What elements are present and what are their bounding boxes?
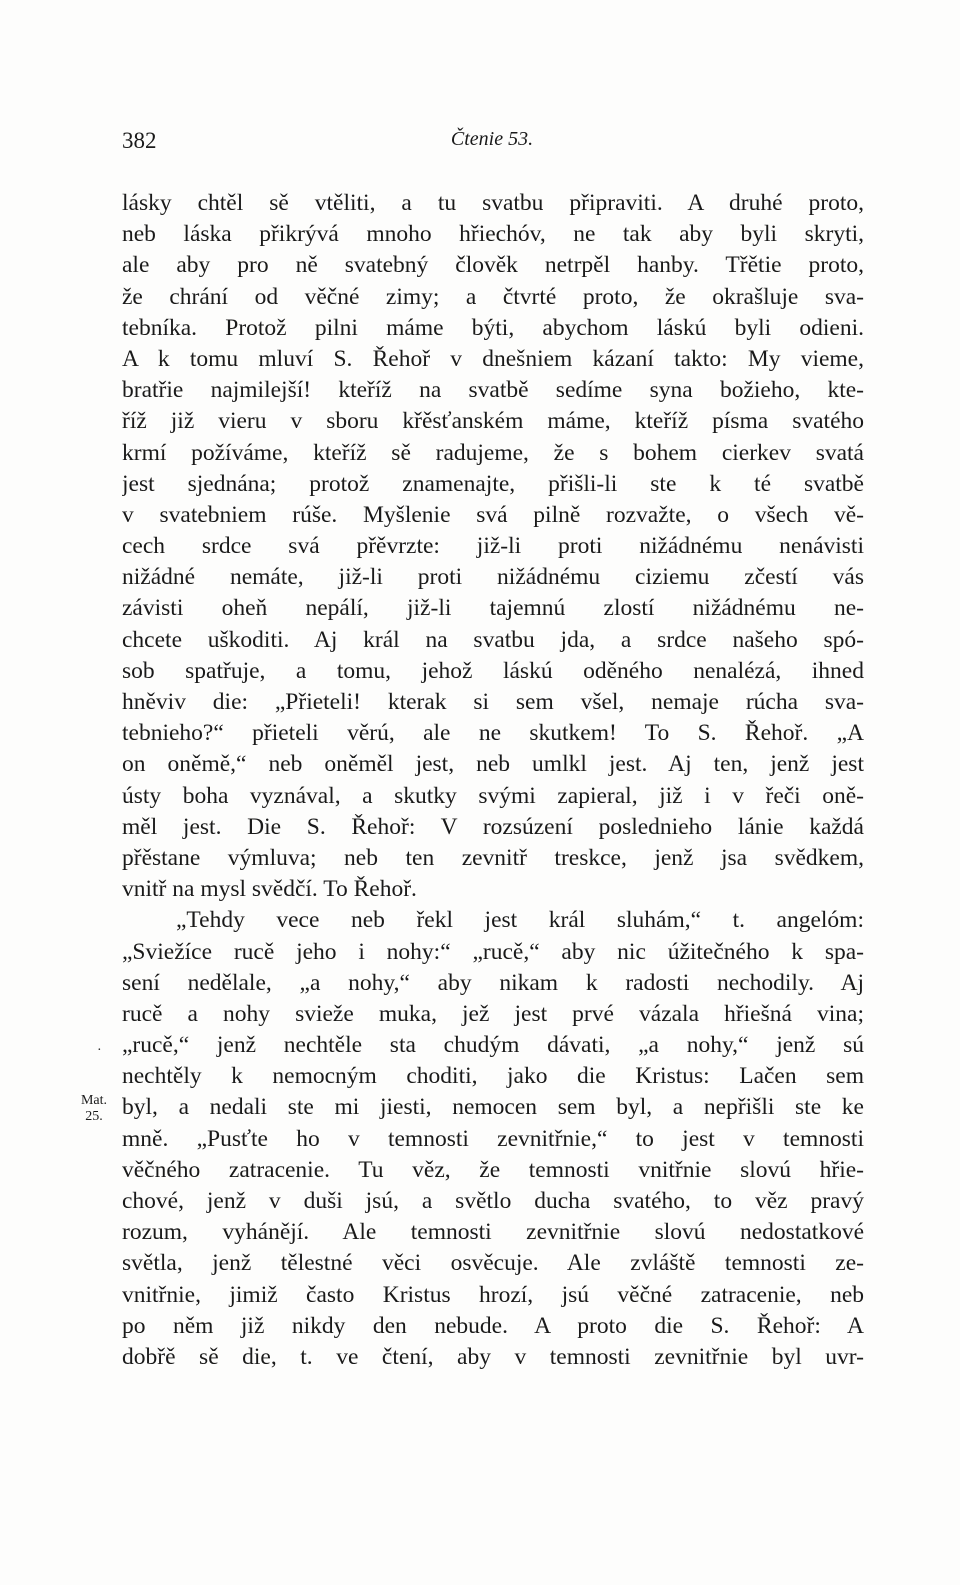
text-line: přěstane výmluva; neb ten zevnitř treskce, jenž jsa svědkem, [122, 844, 864, 871]
text-line: chcete uškoditi. Aj král na svatbu jda, a srdce našeho spó- [122, 626, 864, 653]
page-number: 382 [122, 128, 157, 153]
text-line: sení nedělale, „a nohy,“ aby nikam k radosti nechodily. Aj [122, 969, 864, 996]
text-line: nechtěly k nemocným choditi, jako die Kristus: Lačen sem [122, 1063, 864, 1090]
margin-reference [74, 1093, 114, 1125]
text-line: dobřě sě die, t. ve čtení, aby v temnosti zevnitřnie byl uvr- [122, 1343, 864, 1370]
margin-reference-chapter: 25. [85, 1109, 103, 1124]
text-line: A k tomu mluví S. Řehoř v dnešniem kázaní takto: My vieme, [122, 345, 864, 372]
text-line: po něm již nikdy den nebude. A proto die S. Řehoř: A [122, 1312, 864, 1339]
text-line: mně. „Pusťte ho v temnosti zevnitřnie,“ to jest v temnosti [122, 1125, 864, 1152]
margin-reference-book: Mat. [80, 1093, 108, 1108]
text-line: „Sviežíce rucě jeho i nohy:“ „rucě,“ aby nic úžitečného k spa- [122, 938, 864, 965]
margin-dot: · [97, 1043, 102, 1058]
text-line: bratřie najmilejší! kteříž na svatbě sedíme syna božieho, kte- [122, 377, 864, 404]
text-line: lásky chtěl sě vtěliti, a tu svatbu připraviti. A druhé proto, [122, 190, 864, 216]
text-line: byl, a nedali ste mi jiesti, nemocen sem byl, a nepřišli ste ke [122, 1094, 864, 1121]
text-line: rozum, vyhánějí. Ale temnosti zevnitřnie slovú nedostatkové [122, 1219, 864, 1246]
text-line: hněviv die: „Přieteli! kterak si sem všel, nemaje rúcha sva- [122, 689, 864, 715]
text-line: chové, jenž v duši jsú, a světlo ducha svatého, to věz pravý [122, 1188, 864, 1214]
text-line: sob spatřuje, a tomu, jehož láskú oděného nenalézá, ihned [122, 657, 864, 684]
text-line: tebníka. Protož pilni máme býti, abychom láskú byli odieni. [122, 314, 864, 341]
page-header [122, 128, 862, 160]
text-line: v svatebniem rúše. Myšlenie svá pilně rozvažte, o všech vě- [122, 501, 864, 528]
running-head: Čtenie 53. [450, 128, 534, 150]
text-line: tebnieho?“ přieteli věrú, ale ne skutkem! To S. Řehoř. „A [122, 720, 864, 747]
text-line: nižádné nemáte, již-li proti nižádnému ciziemu zčestí vás [122, 564, 864, 591]
text-line: ústy boha vyznával, a skutky svými zapieral, již i v řeči oně- [122, 782, 864, 809]
text-line: věčného zatracenie. Tu věz, že temnosti vnitřnie slovú hřie- [122, 1156, 864, 1183]
text-line: že chrání od věčné zimy; a čtvrté proto, že okrašluje sva- [122, 283, 864, 310]
text-line: cech srdce svá přěvrzte: již-li proti nižádnému nenávisti [122, 533, 864, 560]
text-line: závisti oheň nepálí, již-li tajemnú zlostí nižádnému ne- [122, 595, 864, 622]
text-line: rucě a nohy svieže muka, jež jest prvé vázala hřiešná vina; [122, 1000, 864, 1027]
text-line: jest sjednána; protož znamenajte, přišli-li ste k té svatbě [122, 470, 864, 497]
text-line-paragraph-start: „Tehdy vece neb řekl jest král sluhám,“ t. angelóm: [176, 907, 864, 934]
text-line: „rucě,“ jenž nechtěle sta chudým dávati, „a nohy,“ jenž sú [122, 1032, 864, 1059]
text-line: krmí požíváme, kteříž sě radujeme, že s bohem cierkev svatá [122, 439, 864, 466]
text-line-paragraph-end: vnitř na mysl svědčí. To Řehoř. [122, 876, 417, 903]
text-line: vnitřnie, jimiž často Kristus hrozí, jsú věčné zatracenie, neb [122, 1281, 864, 1308]
text-line: on oněmě,“ neb oněměl jest, neb umlkl jest. Aj ten, jenž jest [122, 751, 864, 778]
body-text [122, 188, 864, 1373]
text-line: světla, jenž tělestné věci osvěcuje. Ale zvláště temnosti ze- [122, 1250, 864, 1277]
text-line: měl jest. Die S. Řehoř: V rozsúzení poslednieho lánie každá [122, 813, 864, 840]
text-line: říž již vieru v sboru křěsťanském máme, kteříž písma svatého [122, 408, 864, 435]
text-line: ale aby pro ně svatebný člověk netrpěl hanby. Třětie proto, [122, 252, 864, 279]
text-line: neb láska přikrývá mnoho hřiechóv, ne tak aby byli skryti, [122, 221, 864, 248]
